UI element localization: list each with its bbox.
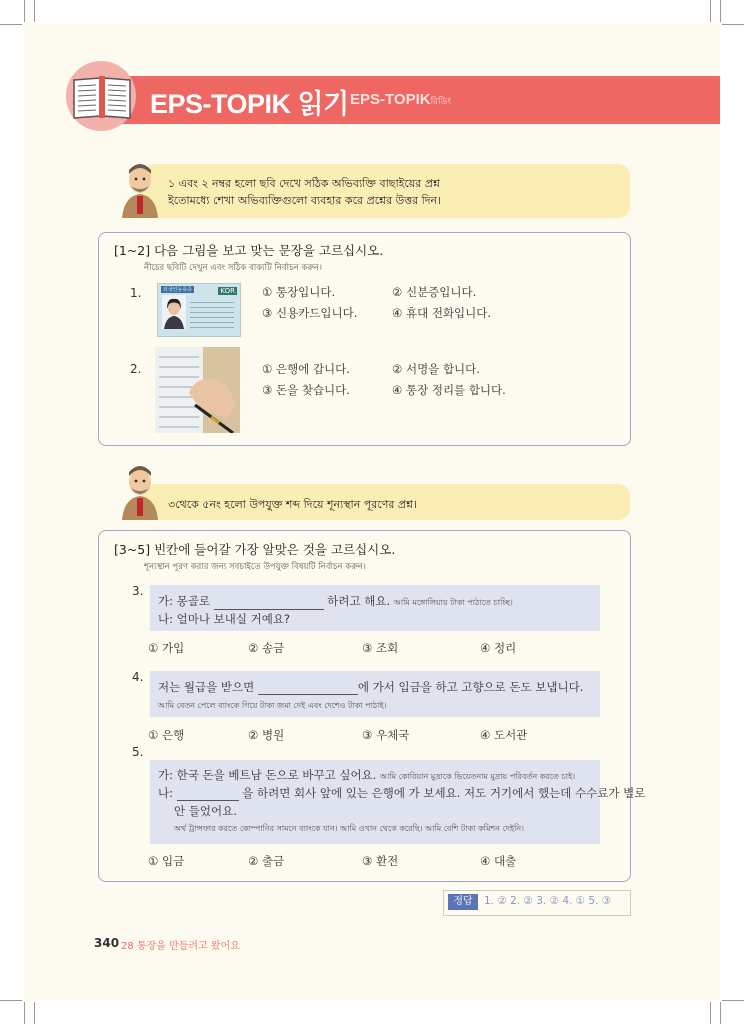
chapter-title: 28 통장을 만들려고 왔어요 [121,941,240,952]
option[interactable]: ③ 조회 [362,641,399,655]
option[interactable]: ② 송금 [248,641,285,655]
crop-mark [710,1002,711,1024]
crop-mark [0,24,22,25]
id-card-image [157,283,241,337]
section-1-heading: [1~2] 다음 그림을 보고 맞는 문장을 고르십시오. [114,243,384,258]
option[interactable]: ③ 돈을 찾습니다. [262,383,350,397]
id-card-lines [190,298,234,328]
option[interactable]: ③ 신용카드입니다. [262,306,358,320]
crop-mark [34,0,35,22]
question-number: 5. [132,745,144,759]
page-subtitle: EPS-TOPIKরিডিং [350,91,452,108]
answer-key-text: 1. ② 2. ② 3. ② 4. ① 5. ③ [484,895,612,907]
dialogue-text: 가: 한국 돈을 베트남 돈으로 바꾸고 싶어요. [158,768,377,782]
instruction-1-line-2: ইতোমধ্যে শেখা অভিব্যক্তিগুলো ব্যবহার করে প্রশ্নের উত্তর দিন। [168,194,442,207]
dialogue-line: 나: 얼마나 보내실 거예요? [158,612,291,626]
option[interactable]: ② 서명을 합니다. [392,362,480,376]
signing-document-image [155,347,240,433]
translation-note: আমি বেতন পেলে ব্যাংকে গিয়ে টাকা জমা দেই এবং দেশেও টাকা পাঠাই। [158,701,387,710]
section-2-instruction: শূন্যস্থান পূরণ করার জন্য সবচাইতে উপযুক্ত বিষয়টি নির্বাচন করুন। [144,562,366,572]
option[interactable]: ① 통장입니다. [262,285,336,299]
option[interactable]: ② 신분증입니다. [392,285,477,299]
question-number: 2. [130,362,142,376]
option[interactable]: ④ 휴대 전화입니다. [392,306,492,320]
option[interactable]: ④ 통장 정리를 합니다. [392,383,506,397]
id-card-label: 외국인등록증 [163,287,192,293]
page-title: EPS-TOPIK 읽기 [150,89,349,119]
section-2-heading: [3~5] 빈칸에 들어갈 가장 알맞은 것을 고르십시오. [114,542,396,557]
instruction-2-line-1: ৩থেকে ৫নং হলো উপযুক্ত শব্দ দিয়ে শূন্যস্থান পূরণের প্রশ্ন। [168,498,417,511]
answer-key-label: 정답 [448,894,478,910]
teacher-avatar [116,160,164,218]
option[interactable]: ① 가입 [148,641,185,655]
question-number: 1. [130,286,142,300]
crop-mark [722,1000,744,1001]
option[interactable]: ① 은행 [148,728,185,742]
option[interactable]: ① 은행에 갑니다. [262,362,350,376]
dialogue-text: 가: 몽골로 [158,594,210,608]
answer-blank [214,599,324,610]
option[interactable]: ② 병원 [248,728,285,742]
id-photo [162,295,186,329]
dialogue-text: 하려고 해요. [327,594,391,608]
question-number: 3. [132,584,144,598]
crop-mark [0,1000,22,1001]
option[interactable]: ③ 우체국 [362,728,410,742]
answer-blank [177,790,239,801]
teacher-avatar [116,462,164,520]
open-book-icon [70,74,134,120]
dialogue-line [158,593,513,610]
translation-note: আমি মঙ্গোলিয়ায় টাকা পাঠাতে চাচ্ছি। [393,598,513,607]
option[interactable]: ① 입금 [148,854,185,868]
crop-mark [24,0,25,22]
page-subtitle-small: রিডিং [430,96,452,106]
option[interactable]: ④ 도서관 [480,728,528,742]
translation-note: আমি কোরিয়ান মুদ্রাকে ভিয়েতনাম মুদ্রায় পরিবর্তন করতে চাই। [379,772,576,781]
page-number: 340 [94,936,120,950]
id-card-code: KOR [220,287,235,295]
dialogue-text: 나: [158,786,173,800]
translation-note: অর্থ ট্রান্সফার করতে কোম্পানির সামনে ব্যাংকে যান। আমি ওখান থেকে করেছি। আমি বেশি টাকা কমিশন দেইনি। [174,824,524,833]
crop-mark [24,1002,25,1024]
instruction-bubble-2 [142,484,630,520]
crop-mark [34,1002,35,1024]
option[interactable]: ③ 환전 [362,854,399,868]
crop-mark [710,0,711,22]
dialogue-text: 에 가서 입금을 하고 고향으로 돈도 보냅니다. [357,680,584,694]
dialogue-line [158,785,645,801]
dialogue-text: 저는 월급을 받으면 [158,680,255,694]
answer-blank [258,684,358,695]
dialogue-line [158,679,583,695]
instruction-bubble-1 [142,164,630,218]
dialogue-line [158,767,575,784]
crop-mark [722,24,744,25]
dialogue-text: 을 하려면 회사 앞에 있는 은행에 가 보세요. 저도 거기에서 했는데 수수료가 별로 [242,786,646,800]
option[interactable]: ② 출금 [248,854,285,868]
crop-mark [720,1002,721,1024]
crop-mark [720,0,721,22]
instruction-1-line-1: ১ এবং ২ নম্বর হলো ছবি দেখে সঠিক অভিব্যক্তি বাছাইয়ের প্রশ্ন [168,177,440,190]
option[interactable]: ④ 정리 [480,641,517,655]
question-number: 4. [132,670,144,684]
dialogue-line: 안 들었어요. [174,804,237,818]
section-1-instruction: নীচের ছবিটি দেখুন এবং সঠিক বাক্যটি নির্বাচন করুন। [144,263,323,273]
option[interactable]: ④ 대출 [480,854,517,868]
